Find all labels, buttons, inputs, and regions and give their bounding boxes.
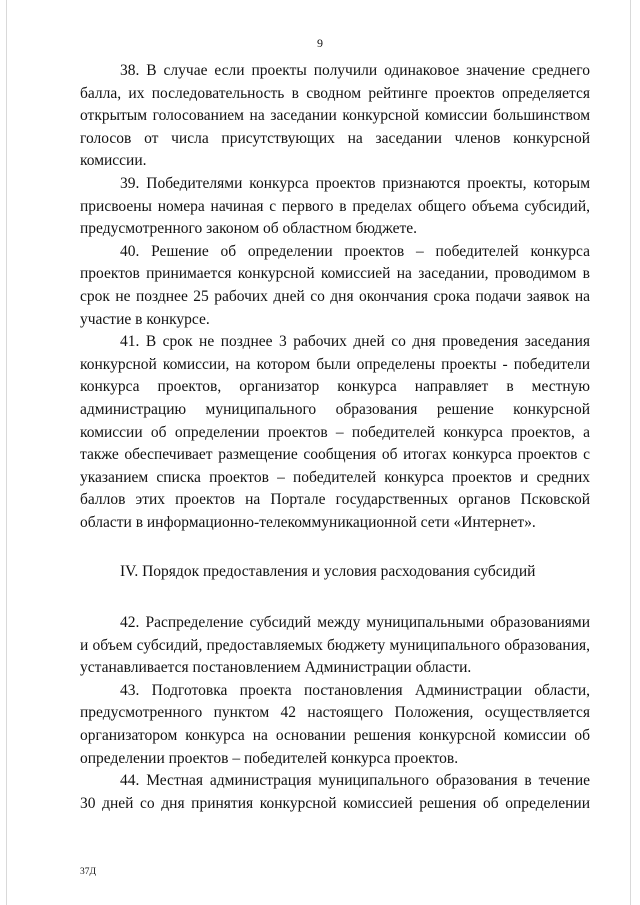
footer-code: 37Д [80, 867, 96, 877]
paragraph-44: 44. Местная администрация муниципального образования в течение 30 дней со дня принятия конкурсной комиссией решения об определении [80, 772, 590, 812]
scan-edge-right [630, 0, 631, 905]
paragraph-42: 42. Распределение субсидий между муниципальными образованиями и объем субсидий, предоставляемых бюджету муниципального образования, устанавливается постановлением Администрации области. [80, 614, 590, 677]
paragraph-40: 40. Решение об определении проектов – победителей конкурса проектов принимается конкурсной комиссией на заседании, проводимом в срок не позднее 25 рабочих дней со дня окончания срока подачи заявок на участие в конкурсе. [80, 242, 590, 328]
paragraph-41: 41. В срок не позднее 3 рабочих дней со дня проведения заседания конкурсной комиссии, на котором были определены проекты - победители конкурса проектов, организатор конкурса направляет в местную администрацию муниципального образования решение конкурсной комиссии об определении проектов – победителей конкурса проектов, а также обеспечивает размещение сообщения об итогах конкурса проектов с указанием списка проектов – победителей конкурса проектов и средних баллов этих проектов на Портале государственных органов Псковской области в информационно-телекоммуникационной сети «Интернет». [80, 333, 590, 531]
paragraph-39: 39. Победителями конкурса проектов признаются проекты, которым присвоены номера начиная с первого в пределах общего объема субсидий, предусмотренного законом об областном бюджете. [80, 174, 590, 238]
paragraph-38: 38. В случае если проекты получили одинаковое значение среднего балла, их последовательность в сводном рейтинге проектов определяется открытым голосованием на заседании конкурсной комиссии большинством голосов от числа присутствующих на заседании членов конкурсной комиссии. [80, 62, 590, 170]
page-number: 9 [317, 36, 323, 50]
scan-edge-left [6, 0, 7, 905]
document-body [80, 60, 590, 815]
section-heading: IV. Порядок предоставления и условия расходования субсидий [120, 563, 536, 581]
paragraph-43: 43. Подготовка проекта постановления Администрации области, предусмотренного пунктом 42 настоящего Положения, осуществляется организатором конкурса на основании решения конкурсной комиссии об определении проектов – победителей конкурса проектов. [80, 681, 590, 767]
